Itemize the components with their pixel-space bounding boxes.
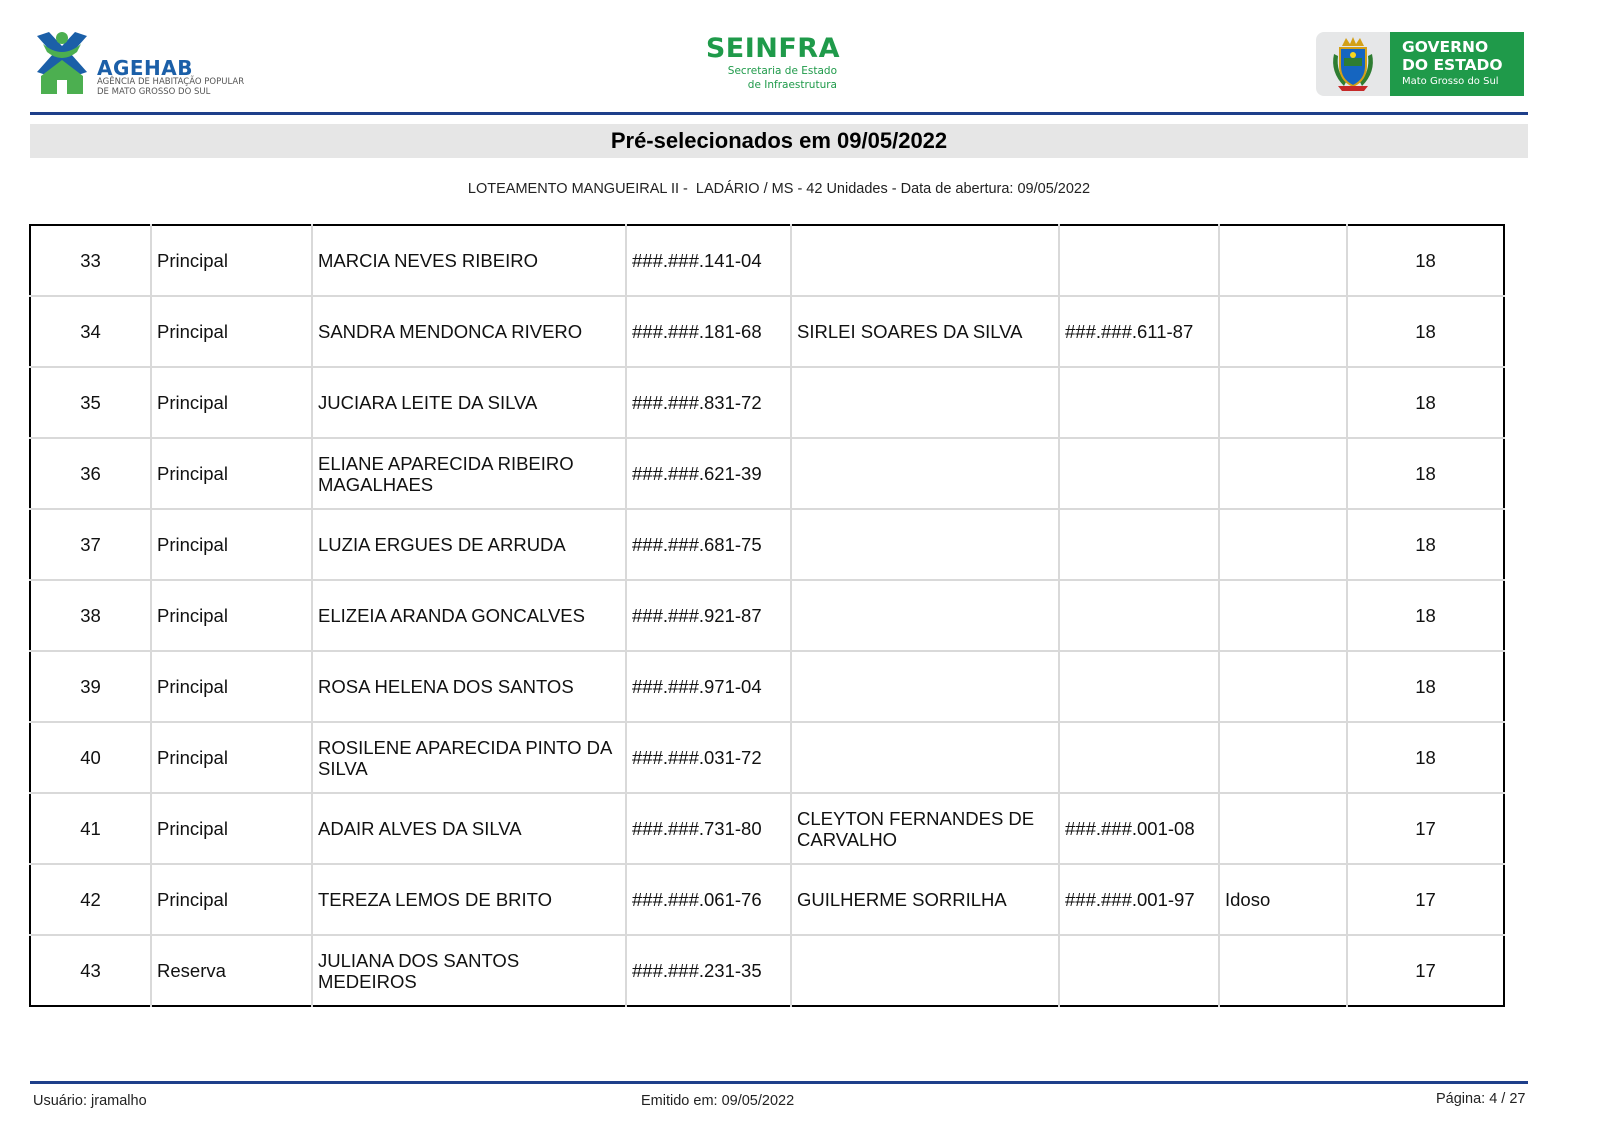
row-number-cell: 42 bbox=[30, 864, 151, 935]
observation-cell bbox=[1219, 651, 1347, 722]
score-cell: 18 bbox=[1347, 438, 1504, 509]
applicant-name-cell: JUCIARA LEITE DA SILVA bbox=[312, 367, 626, 438]
footer-user: Usuário: jramalho bbox=[33, 1093, 147, 1109]
agehab-logo bbox=[33, 30, 263, 96]
row-type-cell: Principal bbox=[151, 580, 312, 651]
spouse-name-cell bbox=[791, 225, 1059, 296]
observation-cell bbox=[1219, 509, 1347, 580]
applicant-cpf-cell: ###.###.921-87 bbox=[626, 580, 791, 651]
applicant-name-cell: ROSA HELENA DOS SANTOS bbox=[312, 651, 626, 722]
row-number-cell: 38 bbox=[30, 580, 151, 651]
spouse-name-cell bbox=[791, 438, 1059, 509]
row-type-cell: Principal bbox=[151, 225, 312, 296]
score-cell: 18 bbox=[1347, 367, 1504, 438]
spouse-cpf-cell bbox=[1059, 722, 1219, 793]
table-row bbox=[30, 722, 1504, 793]
row-number-cell: 41 bbox=[30, 793, 151, 864]
row-number-cell: 39 bbox=[30, 651, 151, 722]
footer-divider bbox=[30, 1081, 1528, 1084]
score-cell: 18 bbox=[1347, 651, 1504, 722]
row-type-cell: Principal bbox=[151, 296, 312, 367]
observation-cell bbox=[1219, 296, 1347, 367]
score-cell: 17 bbox=[1415, 960, 1436, 981]
row-type-cell: Principal bbox=[151, 509, 312, 580]
spouse-name-cell: GUILHERME SORRILHA bbox=[791, 864, 1059, 935]
spouse-name-cell: CLEYTON FERNANDES DE CARVALHO bbox=[791, 793, 1059, 864]
spouse-cpf-cell bbox=[1059, 225, 1219, 296]
spouse-cpf-cell bbox=[1059, 651, 1219, 722]
selection-table bbox=[29, 224, 1505, 1007]
applicant-name-cell: ROSILENE APARECIDA PINTO DA SILVA bbox=[312, 722, 626, 793]
row-type-cell: Principal bbox=[151, 367, 312, 438]
mato-grosso-do-sul-crest-icon bbox=[1330, 36, 1376, 92]
applicant-name-cell: SANDRA MENDONCA RIVERO bbox=[312, 296, 626, 367]
spouse-name-cell bbox=[791, 367, 1059, 438]
agehab-name: AGEHAB bbox=[97, 56, 194, 80]
page-title: Pré-selecionados em 09/05/2022 bbox=[610, 128, 948, 153]
observation-cell bbox=[1219, 225, 1347, 296]
seinfra-subtitle-line1: Secretaria de Estado bbox=[727, 65, 837, 77]
observation-cell bbox=[1219, 367, 1347, 438]
spouse-cpf-cell bbox=[1059, 935, 1219, 1006]
spouse-name-cell bbox=[791, 722, 1059, 793]
table-row bbox=[30, 438, 1504, 509]
agehab-subtitle-line2: DE MATO GROSSO DO SUL bbox=[97, 87, 211, 97]
observation-cell: Idoso bbox=[1219, 864, 1347, 935]
seinfra-subtitle-line2: de Infraestrutura bbox=[747, 79, 837, 91]
spouse-cpf-cell bbox=[1059, 509, 1219, 580]
observation-cell bbox=[1219, 793, 1347, 864]
row-number-cell: 33 bbox=[30, 225, 151, 296]
applicant-name-cell: JULIANA DOS SANTOS MEDEIROS bbox=[312, 935, 626, 1006]
applicant-cpf-cell: ###.###.681-75 bbox=[626, 509, 791, 580]
seinfra-logo bbox=[700, 34, 840, 92]
row-number-cell: 37 bbox=[30, 509, 151, 580]
spouse-name-cell bbox=[791, 509, 1059, 580]
score-cell: 17 bbox=[1347, 793, 1504, 864]
score-cell: 18 bbox=[1347, 509, 1504, 580]
spouse-name-cell bbox=[791, 935, 1059, 1006]
observation-cell bbox=[1219, 935, 1347, 1006]
row-number-cell: 35 bbox=[30, 367, 151, 438]
governo-line3: Mato Grosso do Sul bbox=[1402, 76, 1499, 87]
governo-line2: DO ESTADO bbox=[1402, 56, 1503, 74]
row-type-cell: Principal bbox=[151, 722, 312, 793]
agehab-subtitle bbox=[97, 77, 244, 97]
row-number-cell: 43 bbox=[30, 935, 151, 1006]
page-subtitle: LOTEAMENTO MANGUEIRAL II - LADÁRIO / MS - 42 Unidades - Data de abertura: 09/05/2022 bbox=[467, 181, 1091, 197]
applicant-name-cell: TEREZA LEMOS DE BRITO bbox=[312, 864, 626, 935]
spouse-cpf-cell bbox=[1059, 580, 1219, 651]
governo-line1: GOVERNO bbox=[1402, 38, 1489, 56]
crest-box bbox=[1316, 32, 1390, 96]
table-row bbox=[30, 793, 1504, 864]
applicant-name-cell: ADAIR ALVES DA SILVA bbox=[312, 793, 626, 864]
spouse-cpf-cell bbox=[1059, 438, 1219, 509]
applicant-cpf-cell: ###.###.031-72 bbox=[626, 722, 791, 793]
spouse-cpf-cell: ###.###.001-08 bbox=[1059, 793, 1219, 864]
row-number-cell: 36 bbox=[30, 438, 151, 509]
agehab-subtitle-line1: AGÊNCIA DE HABITAÇÃO POPULAR bbox=[97, 77, 245, 87]
applicant-name-cell: ELIZEIA ARANDA GONCALVES bbox=[312, 580, 626, 651]
applicant-cpf-cell: ###.###.061-76 bbox=[626, 864, 791, 935]
table-row bbox=[30, 509, 1504, 580]
header-divider bbox=[30, 112, 1528, 115]
table-row bbox=[30, 296, 1504, 367]
applicant-cpf-cell: ###.###.621-39 bbox=[626, 438, 791, 509]
selection-table-wrapper bbox=[29, 224, 1505, 1007]
applicant-cpf-cell: ###.###.731-80 bbox=[626, 793, 791, 864]
observation-cell bbox=[1219, 722, 1347, 793]
spouse-name-cell bbox=[791, 651, 1059, 722]
row-type-cell: Principal bbox=[151, 864, 312, 935]
applicant-cpf-cell: ###.###.831-72 bbox=[626, 367, 791, 438]
table-row bbox=[30, 367, 1504, 438]
spouse-cpf-cell: ###.###.001-97 bbox=[1059, 864, 1219, 935]
score-cell: 18 bbox=[1347, 225, 1504, 296]
seinfra-name: SEINFRA bbox=[705, 33, 840, 64]
row-type-cell: Principal bbox=[151, 793, 312, 864]
spouse-cpf-cell bbox=[1059, 367, 1219, 438]
governo-logo bbox=[1316, 32, 1524, 96]
row-type-cell: Reserva bbox=[151, 935, 312, 1006]
table-body bbox=[30, 225, 1504, 1006]
table-row bbox=[30, 651, 1504, 722]
footer-page-number: Página: 4 / 27 bbox=[1436, 1091, 1526, 1107]
score-cell: 18 bbox=[1347, 580, 1504, 651]
spouse-name-cell bbox=[791, 580, 1059, 651]
applicant-cpf-cell: ###.###.231-35 bbox=[626, 935, 791, 1006]
governo-text-box bbox=[1390, 32, 1524, 96]
observation-cell bbox=[1219, 438, 1347, 509]
table-row bbox=[30, 580, 1504, 651]
score-cell: 17 bbox=[1347, 864, 1504, 935]
spouse-cpf-cell: ###.###.611-87 bbox=[1059, 296, 1219, 367]
table-row bbox=[30, 935, 1504, 1006]
applicant-name-cell: ELIANE APARECIDA RIBEIRO MAGALHAES bbox=[312, 438, 626, 509]
applicant-name-cell: MARCIA NEVES RIBEIRO bbox=[312, 225, 626, 296]
footer-emitted-date: Emitido em: 09/05/2022 bbox=[641, 1093, 795, 1109]
row-number-cell: 40 bbox=[30, 722, 151, 793]
spouse-name-cell: SIRLEI SOARES DA SILVA bbox=[791, 296, 1059, 367]
title-bar bbox=[30, 124, 1528, 158]
applicant-cpf-cell: ###.###.971-04 bbox=[626, 651, 791, 722]
table-row bbox=[30, 225, 1504, 296]
row-type-cell: Principal bbox=[151, 651, 312, 722]
score-cell: 18 bbox=[1347, 296, 1504, 367]
score-cell: 18 bbox=[1347, 722, 1504, 793]
observation-cell bbox=[1219, 580, 1347, 651]
row-type-cell: Principal bbox=[151, 438, 312, 509]
row-number-cell: 34 bbox=[30, 296, 151, 367]
applicant-name-cell: LUZIA ERGUES DE ARRUDA bbox=[312, 509, 626, 580]
applicant-cpf-cell: ###.###.181-68 bbox=[626, 296, 791, 367]
agehab-house-figure-icon bbox=[33, 30, 91, 94]
table-row bbox=[30, 864, 1504, 935]
applicant-cpf-cell: ###.###.141-04 bbox=[626, 225, 791, 296]
